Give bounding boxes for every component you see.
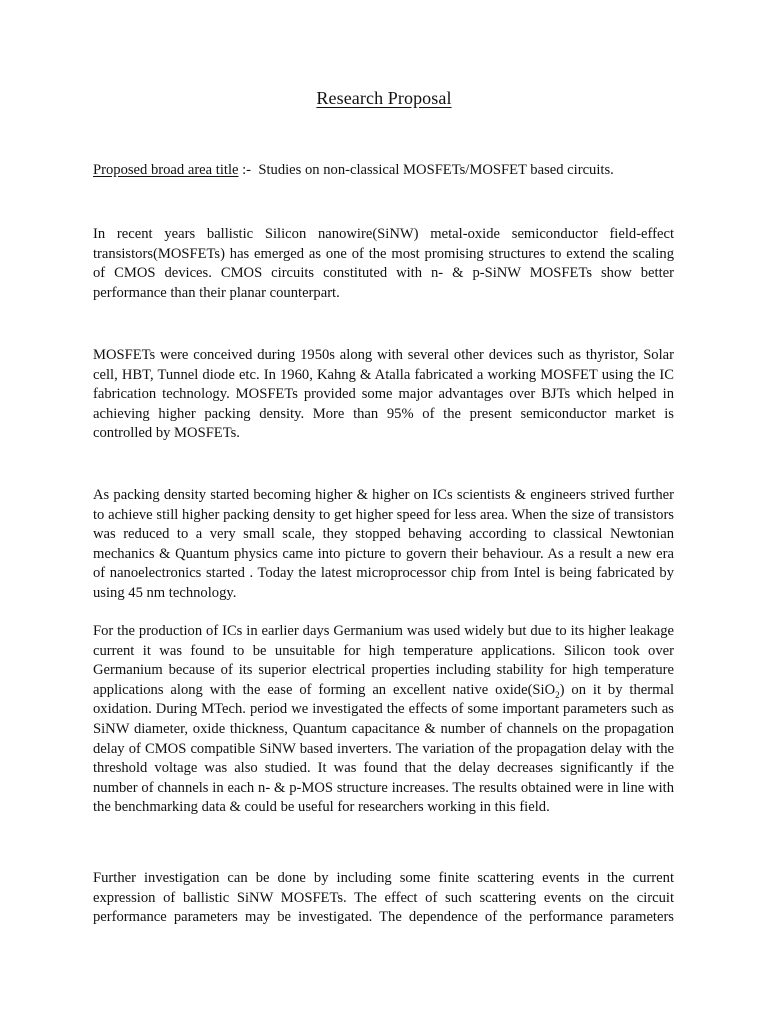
page-title: Research Proposal [316,88,452,108]
broad-area-separator: :- [238,162,259,178]
paragraph-5: Further investigation can be done by including some finite scattering events in the current expression of ballistic SiNW MOSFETs. The effect of such scattering events on the circuit performance parameters may be investigated. The dependence of the performance parameters [93,870,674,926]
paragraph-4-part-2: ) on it by thermal oxidation. During MTech. period we investigated the effects of some important parameters such as SiNW diameter, oxide thickness, Quantum capacitance & number of channels on the propagation delay of CMOS compatible SiNW based inverters. The variation of the propagation delay with the threshold voltage was also studied. It was found that the delay decreases significantly if the number of channels in each n- & p-MOS structure increases. The results obtained were in line with the benchmarking data & could be useful for researchers working in this field. [93,681,675,816]
subscript-2: 2 [555,689,560,700]
paragraph-4-part-1: For the production of ICs in earlier days Germanium was used widely but due to its higher leakage current it was found to be unsuitable for high temperature applications. Silicon took over Germanium because of its superior electrical properties including stability for high temperature applications along with the ease of forming an excellent native oxide(SiO [93,623,674,698]
broad-area-title [93,162,683,179]
broad-area-text: Studies on non-classical MOSFETs/MOSFET based circuits. [258,162,614,178]
paragraph-1: In recent years ballistic Silicon nanowire(SiNW) metal-oxide semiconductor field-effect transistors(MOSFETs) has emerged as one of the most promising structures to extend the scaling of CMOS devices. CMOS circuits constituted with n- & p-SiNW MOSFETs show better performance than their planar counterpart. [93,226,674,301]
broad-area-label: Proposed broad area title [93,162,239,178]
paragraph-4 [93,622,674,818]
paragraph-3: As packing density started becoming higher & higher on ICs scientists & engineers strived further to achieve still higher packing density to get higher speed for less area. When the size of transistors was reduced to a very small scale, they stopped behaving according to classical Newtonian mechanics & Quantum physics came into picture to govern their behaviour. As a result a new era of nanoelectronics started . Today the latest microprocessor chip from Intel is being fabricated by using 45 nm technology. [93,487,674,601]
paragraph-2: MOSFETs were conceived during 1950s along with several other devices such as thyristor, Solar cell, HBT, Tunnel diode etc. In 1960, Kahng & Atalla fabricated a working MOSFET using the IC fabrication technology. MOSFETs provided some major advantages over BJTs which helped in achieving higher packing density. More than 95% of the present semiconductor market is controlled by MOSFETs. [93,347,674,442]
